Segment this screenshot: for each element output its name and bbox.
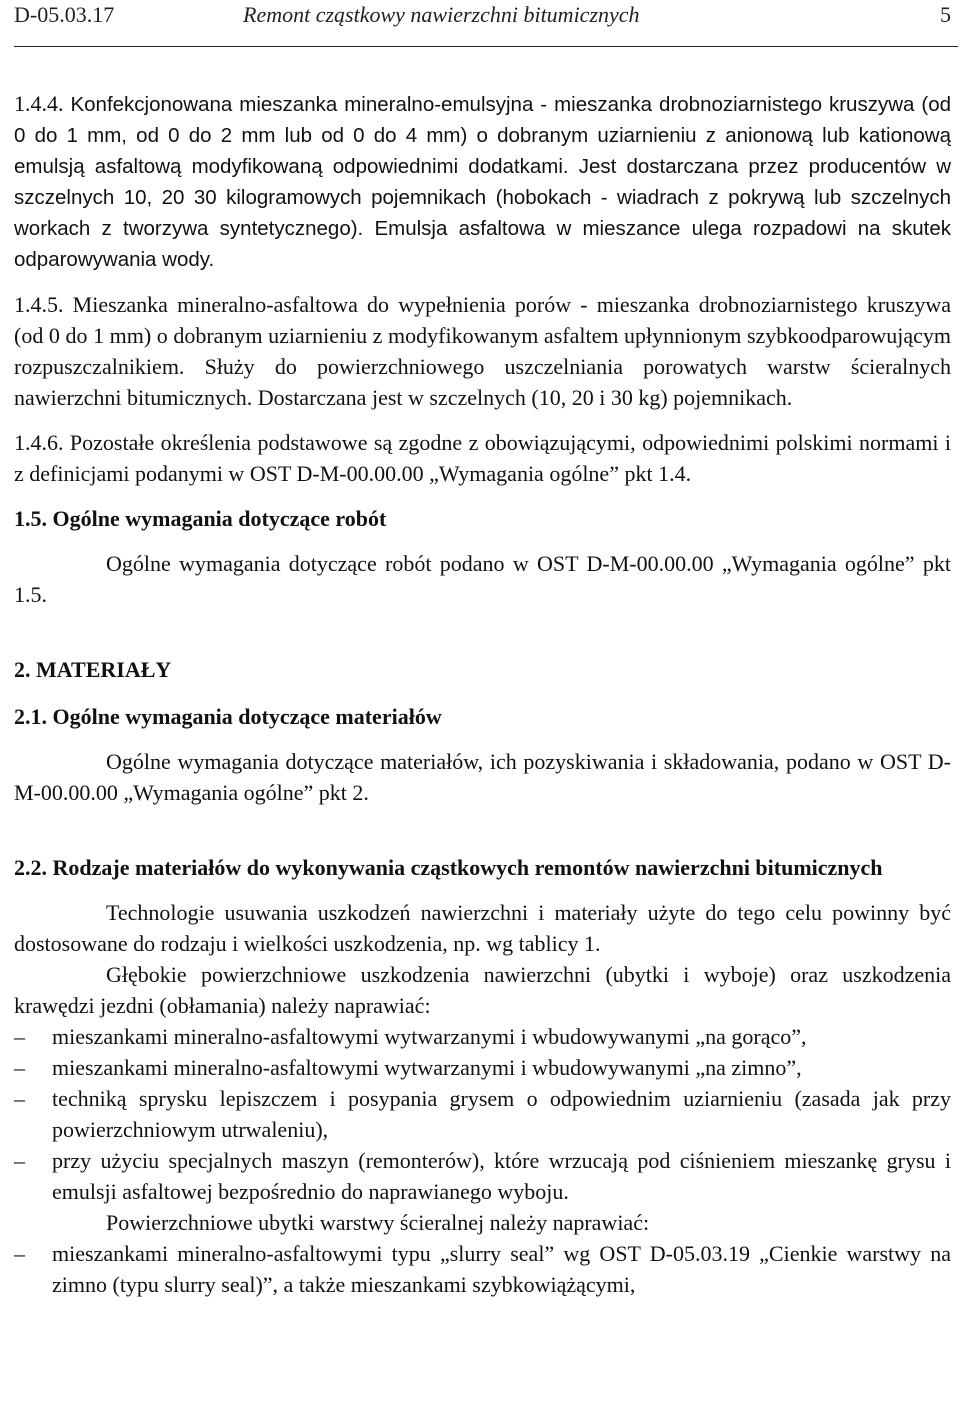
heading-2: 2. MATERIAŁY xyxy=(14,657,172,682)
list-item xyxy=(14,1145,951,1207)
list-dash: – xyxy=(14,1086,25,1111)
paragraph-text: Pozostałe określenia podstawowe są zgodne z obowiązującymi, odpowiednimi polskimi normami i z definicjami podanymi w OST D-M-00.00.00 „Wymagania ogólne” pkt 1.4. xyxy=(14,430,951,486)
document-title: Remont cząstkowy nawierzchni bitumicznych xyxy=(243,2,640,27)
list-item-text: przy użyciu specjalnych maszyn (remonterów), które wrzucają pod ciśnieniem mieszankę grysu i emulsji asfaltowej bezpośrednio do naprawianego wyboju. xyxy=(52,1148,951,1204)
page-number: 5 xyxy=(940,2,951,27)
paragraph-1-4-4 xyxy=(14,88,951,275)
paragraph-1-4-6 xyxy=(14,427,951,489)
list-item-text: techniką sprysku lepiszczem i posypania grysem o odpowiednim uziarnieniu (zasada jak przy powierzchniowym utrwaleniu), xyxy=(52,1086,951,1142)
paragraph-2-2-2: Głębokie powierzchniowe uszkodzenia nawierzchni (ubytki i wyboje) oraz uszkodzenia krawędzi jezdni (obłamania) należy naprawiać: xyxy=(14,962,951,1018)
section-number: 1.4.4. xyxy=(14,91,64,116)
repair-methods-list xyxy=(14,1021,951,1207)
list-item xyxy=(14,1052,951,1083)
surface-repair-list xyxy=(14,1238,951,1300)
heading-2-2: 2.2. Rodzaje materiałów do wykonywania cząstkowych remontów nawierzchni bitumicznych xyxy=(14,855,883,880)
paragraph-1-4-5 xyxy=(14,289,951,413)
document-code: D-05.03.17 xyxy=(14,2,115,27)
heading-2-1: 2.1. Ogólne wymagania dotyczące materiałów xyxy=(14,704,442,729)
list-dash: – xyxy=(14,1148,25,1173)
paragraph-2-2-3: Powierzchniowe ubytki warstwy ścieralnej należy naprawiać: xyxy=(106,1210,650,1235)
document-body xyxy=(14,88,951,1300)
list-dash: – xyxy=(14,1055,25,1080)
section-number: 1.4.6. xyxy=(14,430,64,455)
paragraph-1-5: Ogólne wymagania dotyczące robót podano w OST D-M-00.00.00 „Wymagania ogólne” pkt 1.5. xyxy=(14,551,951,607)
paragraph-2-1: Ogólne wymagania dotyczące materiałów, ich pozyskiwania i składowania, podano w OST D-M-00.00.00 „Wymagania ogólne” pkt 2. xyxy=(14,749,951,805)
list-item xyxy=(14,1021,951,1052)
list-item-text: mieszankami mineralno-asfaltowymi wytwarzanymi i wbudowywanymi „na gorąco”, xyxy=(52,1024,807,1049)
list-item xyxy=(14,1083,951,1145)
paragraph-text: Konfekcjonowana mieszanka mineralno-emulsyjna - mieszanka drobnoziarnistego kruszywa (od 0 do 1 mm, od 0 do 2 mm lub od 0 do 4 mm) o dobranym uziarnieniu z anionową lub kationową emulsją asfaltową modyfikowaną odpowiednimi dodatkami. Jest dostarczana przez producentów w szczelnych 10, 20 30 kilogramowych pojemnikach (hobokach - wiadrach z pokrywą lub szczelnych workach z tworzywa syntetycznego). Emulsja asfaltowa w mieszance ulega rozpadowi na skutek odparowywania wody. xyxy=(14,93,951,271)
paragraph-2-2-1: Technologie usuwania uszkodzeń nawierzchni i materiały użyte do tego celu powinny być dostosowane do rodzaju i wielkości uszkodzenia, np. wg tablicy 1. xyxy=(14,900,951,956)
list-item xyxy=(14,1238,951,1300)
paragraph-text: Mieszanka mineralno-asfaltowa do wypełnienia porów - mieszanka drobnoziarnistego kruszywa (od 0 do 1 mm) o dobranym uziarnieniu z modyfikowanym asfaltem upłynnionym szybkoodparowującym rozpuszczalnikiem. Służy do powierzchniowego uszczelniania porowatych warstw ścieralnych nawierzchni bitumicznych. Dostarczana jest w szczelnych (10, 20 i 30 kg) pojemnikach. xyxy=(14,292,951,410)
list-dash: – xyxy=(14,1241,25,1266)
list-item-text: mieszankami mineralno-asfaltowymi wytwarzanymi i wbudowywanymi „na zimno”, xyxy=(52,1055,802,1080)
section-number: 1.4.5. xyxy=(14,292,64,317)
page-header xyxy=(14,0,958,47)
list-dash: – xyxy=(14,1024,25,1049)
list-item-text: mieszankami mineralno-asfaltowymi typu „slurry seal” wg OST D-05.03.19 „Cienkie warstwy na zimno (typu slurry seal)”, a także mieszankami szybkowiążącymi, xyxy=(52,1241,951,1297)
heading-1-5: 1.5. Ogólne wymagania dotyczące robót xyxy=(14,506,387,531)
